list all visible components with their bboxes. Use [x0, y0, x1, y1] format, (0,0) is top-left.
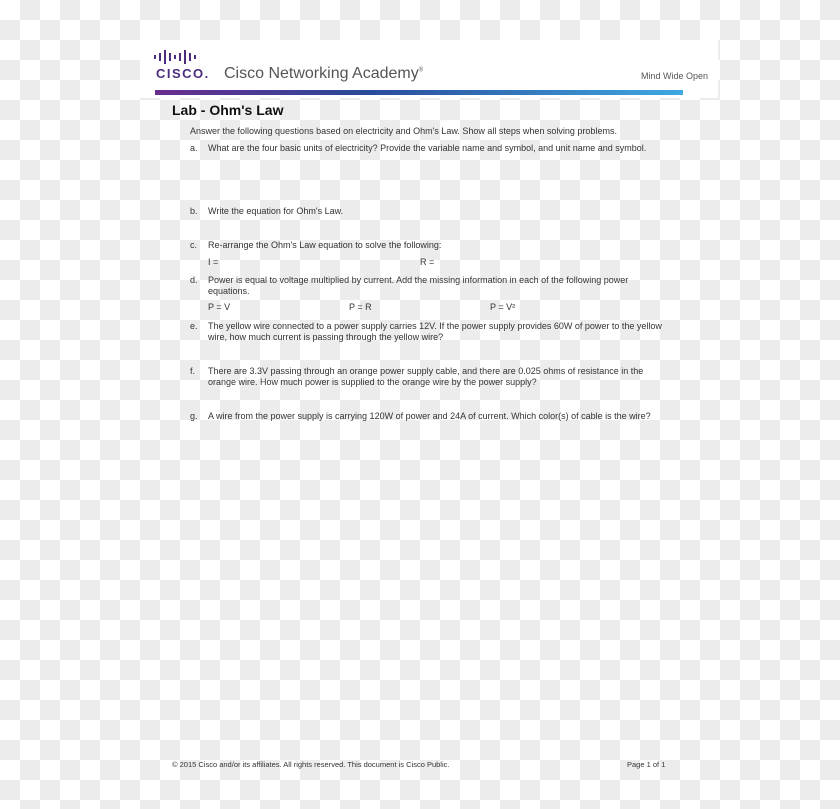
power-eq-v2: P = V²	[490, 302, 516, 312]
question-b: Write the equation for Ohm's Law.	[208, 206, 344, 216]
question-label: c.	[190, 240, 198, 250]
footer-copyright: © 2015 Cisco and/or its affiliates. All rights reserved. This document is Cisco Public.	[172, 760, 450, 769]
question-label: b.	[190, 206, 198, 216]
cisco-logo-text: CISCO.	[156, 66, 210, 81]
header-divider	[155, 90, 683, 95]
power-eq-v: P = V	[208, 302, 231, 312]
academy-name: Cisco Networking Academy®	[224, 65, 424, 82]
question-label: a.	[190, 143, 198, 153]
question-f: There are 3.3V passing through an orange power supply cable, and there are 0.025 ohms of resistance in the orange wire. How much power is supplied to the orange wire by the power supply?	[208, 366, 644, 387]
cisco-logo-icon	[154, 50, 196, 64]
question-c: Re-arrange the Ohm's Law equation to solve the following:	[208, 240, 442, 250]
field-i: I =	[208, 257, 219, 267]
tagline: Mind Wide Open	[640, 71, 708, 81]
page-title: Lab - Ohm's Law	[172, 102, 284, 118]
question-a: What are the four basic units of electricity? Provide the variable name and symbol, and unit name and symbol.	[208, 143, 647, 153]
question-label: d.	[190, 275, 198, 285]
footer-page-number: Page 1 of 1	[627, 760, 666, 769]
question-d: Power is equal to voltage multiplied by current. Add the missing information in each of the following power equations.	[208, 275, 629, 296]
question-label: e.	[190, 321, 198, 331]
power-eq-r: P = R	[349, 302, 372, 312]
question-g: A wire from the power supply is carrying 120W of power and 24A of current. Which color(s) of cable is the wire?	[208, 411, 651, 421]
field-r: R =	[420, 257, 435, 267]
question-label: f.	[190, 366, 196, 376]
intro-text: Answer the following questions based on electricity and Ohm's Law. Show all steps when solving problems.	[190, 126, 617, 136]
question-e: The yellow wire connected to a power supply carries 12V. If the power supply provides 60W of power to the yellow wire, how much current is passing through the yellow wire?	[208, 321, 662, 342]
question-label: g.	[190, 411, 198, 421]
